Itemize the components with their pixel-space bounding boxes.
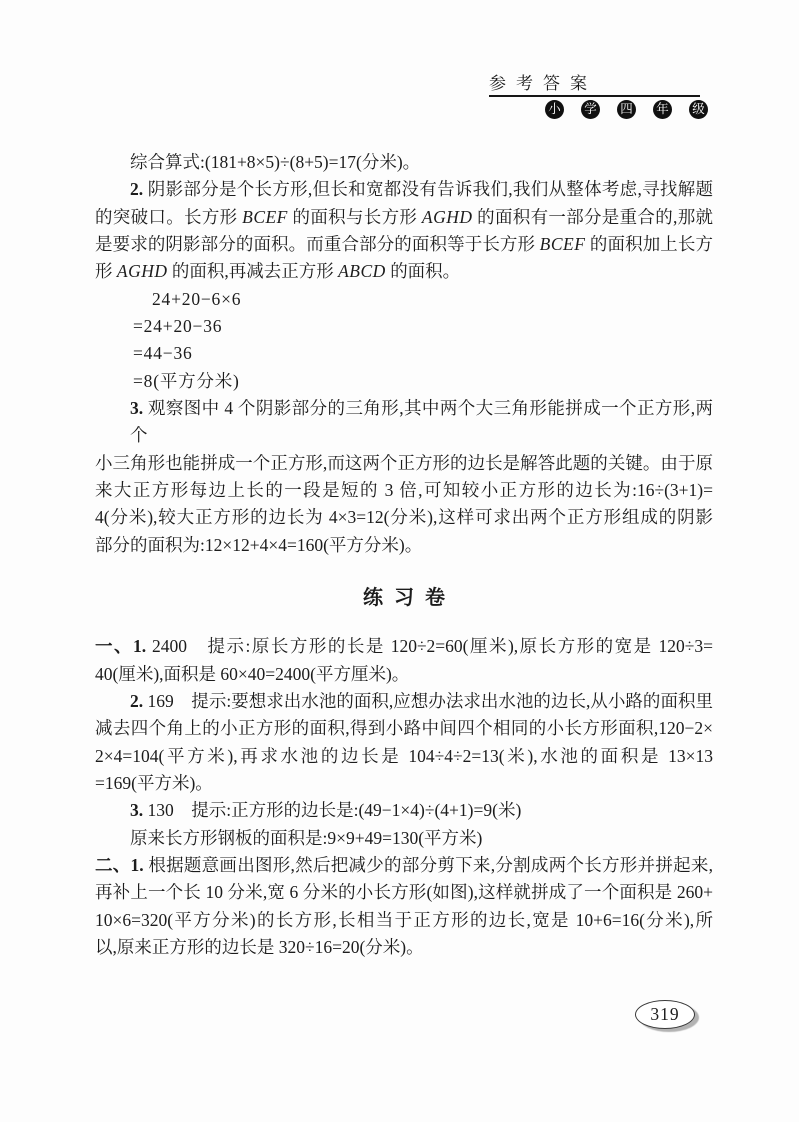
- text-line: [95, 204, 713, 231]
- header-rule: [489, 95, 700, 97]
- header-title: 参考答案: [489, 74, 597, 93]
- text-line: [95, 879, 713, 906]
- equation-line: [95, 313, 713, 340]
- text-line: [95, 532, 713, 559]
- text-line: [95, 797, 713, 824]
- item-label: 3.: [130, 398, 144, 419]
- text-segment: 2400 提示:原长方形的长是 120÷2=60(厘米),原长方形的宽是 120÷3=: [146, 636, 714, 657]
- equation-line: [95, 368, 713, 395]
- text-segment: 2×4=104(平方米),再求水池的边长是 104÷4÷2=13(米),水池的面积是 13×13: [95, 745, 713, 766]
- text-segment: 减去四个角上的小正方形的面积,得到小路中间四个相同的小长方形面积,120−2×: [95, 718, 713, 739]
- grade-badge-char: 年: [653, 100, 672, 119]
- figure-label: BCEF: [242, 206, 288, 227]
- equation-line: [95, 286, 713, 313]
- text-segment: 来大正方形每边上长的一段是短的 3 倍,可知较小正方形的边长为:16÷(3+1)=: [95, 480, 713, 501]
- text-segment: 的面积与长方形: [287, 206, 422, 227]
- text-segment: 40(厘米),面积是 60×40=2400(平方厘米)。: [95, 663, 410, 684]
- practice-heading: 练习卷: [363, 587, 456, 610]
- text-segment: 原来长方形钢板的面积是:9×9+49=130(平方米): [130, 827, 483, 848]
- text-segment: 10×6=320(平方分米)的长方形,长相当于正方形的边长,宽是 10+6=16(分米),所: [95, 909, 713, 930]
- text-line: [95, 907, 713, 934]
- text-line: [95, 825, 713, 852]
- item-label: 一、1.: [95, 636, 147, 657]
- text-line: [95, 231, 713, 258]
- grade-badge-char: 小: [545, 100, 564, 119]
- text-segment: =24+20−36: [133, 316, 223, 337]
- text-segment: 以,原来正方形的边长是 320÷16=20(分米)。: [95, 936, 424, 957]
- item-label: 3.: [130, 800, 144, 821]
- grade-badge-char: 学: [581, 100, 600, 119]
- text-line: [95, 258, 713, 285]
- figure-label: AGHD: [421, 206, 473, 227]
- item-label: 2.: [130, 179, 144, 200]
- page-number: 319: [650, 1004, 680, 1024]
- text-line: [95, 852, 713, 879]
- text-segment: 再补上一个长 10 分米,宽 6 分米的小长方形(如图),这样就拼成了一个面积是 260+: [95, 882, 713, 903]
- answers-content: [95, 149, 713, 961]
- text-segment: =44−36: [133, 343, 193, 364]
- text-segment: 24+20−6×6: [152, 288, 242, 309]
- section-answers-continued: [95, 149, 713, 559]
- text-segment: 部分的面积为:12×12+4×4=160(平方分米)。: [95, 534, 423, 555]
- figure-label: ABCD: [338, 261, 386, 282]
- text-line: [95, 770, 713, 797]
- grade-badge-char: 级: [689, 100, 708, 119]
- text-line: [95, 715, 713, 742]
- text-segment: =169(平方米)。: [95, 772, 213, 793]
- text-line: [95, 450, 713, 477]
- text-line: [95, 661, 713, 688]
- text-line: [95, 477, 713, 504]
- text-line: [95, 149, 713, 176]
- text-segment: 4(分米),较大正方形的边长为 4×3=12(分米),这样可求出两个正方形组成的阴影: [95, 507, 713, 528]
- text-segment: 小三角形也能拼成一个正方形,而这两个正方形的边长是解答此题的关键。由于原: [95, 452, 713, 473]
- text-segment: 169 提示:要想求出水池的面积,应想办法求出水池的边长,从小路的面积里: [143, 690, 713, 711]
- text-segment: 形: [95, 261, 117, 282]
- page-number-badge: [635, 1000, 695, 1029]
- equation-line: [95, 340, 713, 367]
- section-practice: [95, 633, 713, 961]
- item-label: 二、1.: [95, 854, 144, 875]
- text-segment: 是要求的阴影部分的面积。而重合部分的面积等于长方形: [95, 234, 540, 255]
- text-line: [95, 934, 713, 961]
- item-label: 2.: [130, 690, 144, 711]
- text-line: [95, 743, 713, 770]
- text-segment: 的面积加上长方: [585, 234, 714, 255]
- text-segment: 的面积。: [385, 261, 461, 282]
- text-segment: 综合算式:(181+8×5)÷(8+5)=17(分米)。: [130, 152, 421, 172]
- text-segment: =8(平方分米): [133, 370, 240, 391]
- text-segment: 的面积,再减去正方形: [167, 261, 339, 282]
- text-segment: 的突破口。长方形: [95, 206, 243, 227]
- text-segment: 的面积有一部分是重合的,那就: [472, 206, 714, 227]
- text-segment: 阴影部分是个长方形,但长和宽都没有告诉我们,我们从整体考虑,寻找解题: [143, 179, 713, 200]
- grade-badges: [545, 100, 708, 119]
- text-segment: 根据题意画出图形,然后把减少的部分剪下来,分割成两个长方形并拼起来,: [143, 854, 714, 875]
- text-line: [95, 395, 713, 450]
- text-segment: 观察图中 4 个阴影部分的三角形,其中两个大三角形能拼成一个正方形,两个: [130, 398, 713, 446]
- text-line: [95, 688, 713, 715]
- figure-label: BCEF: [539, 234, 586, 255]
- text-line: [95, 633, 713, 660]
- text-line: [95, 176, 713, 203]
- text-line: [95, 504, 713, 531]
- text-segment: 130 提示:正方形的边长是:(49−1×4)÷(4+1)=9(米): [143, 800, 522, 821]
- figure-label: AGHD: [116, 261, 168, 282]
- grade-badge-char: 四: [617, 100, 636, 119]
